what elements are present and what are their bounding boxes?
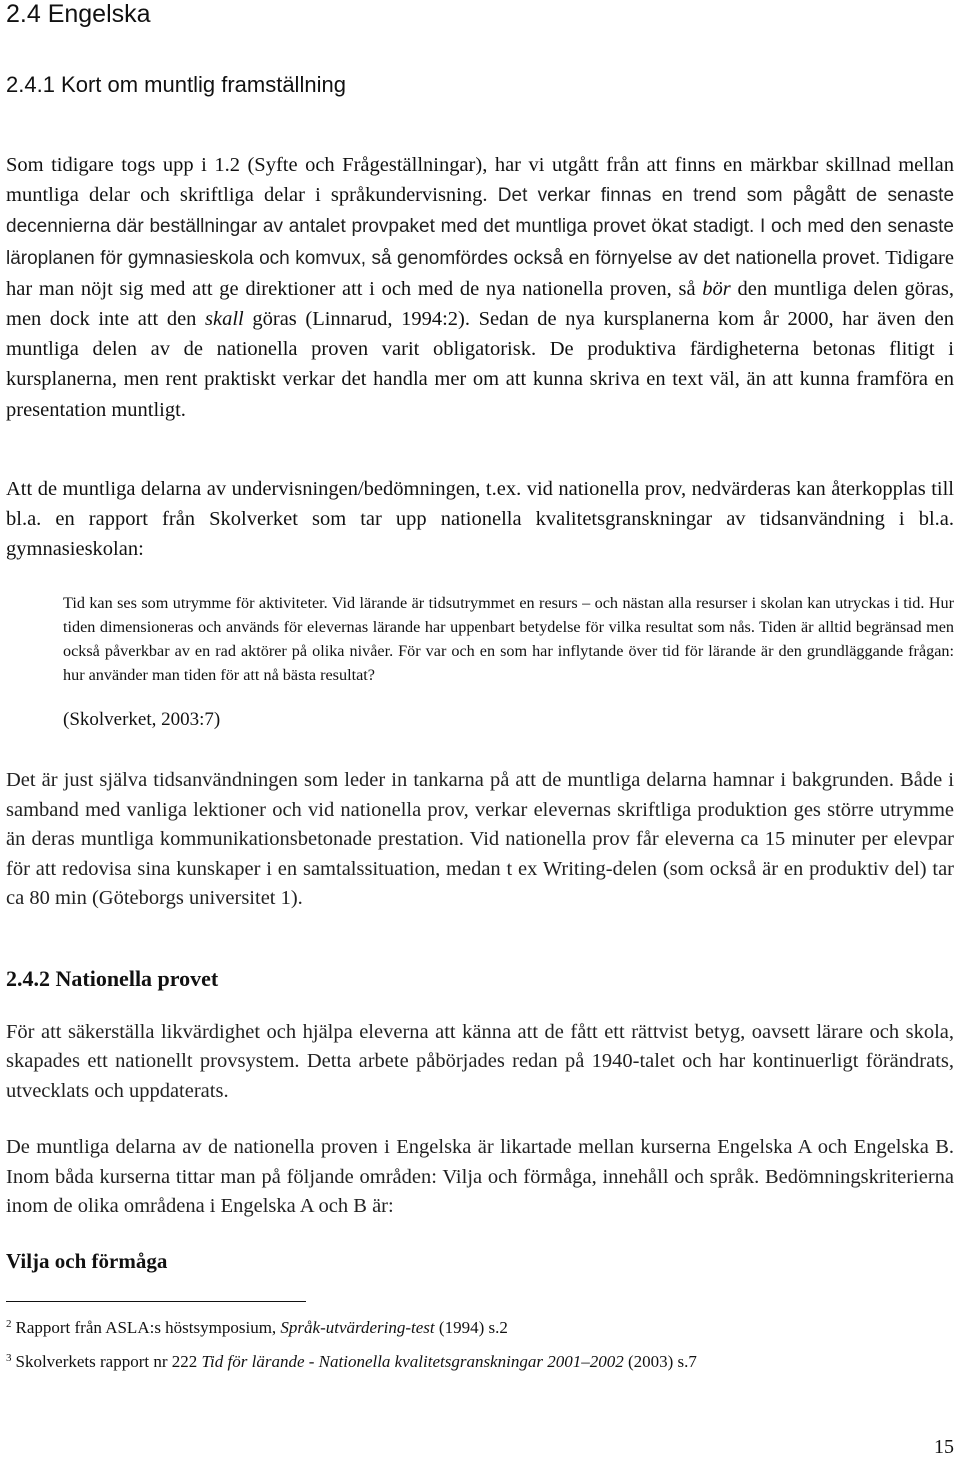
paragraph-3: Det är just själva tidsanvändningen som leder in tankarna på att de muntliga delarna hamnar i bakgrunden. Både i samband med vanliga lektioner och vid nationella prov, verkar elevernas skriftliga produktion ges större utrymme än deras muntliga kommunikationsbetonade prestation. Vid nationella prov får eleverna ca 15 minuter per elevpar för att redovisa sina kunskaper i en samtalssituation, medan t ex Writing-delen (som också är en produktiv del) tar ca 80 min (Göteborgs universitet 1). [6,769,954,910]
paragraph-1-part-c: Tidigare har man nöjt sig med att ge direktioner att i och med de nya nationella proven, så [6,246,954,300]
paragraph-4: För att säkerställa likvärdighet och hjälpa eleverna att känna att de fått ett rättvist betyg, oavsett lärare och skola, skapades ett nationellt provsystem. Detta arbete påbörjades redan på 1940-talet och har kontinuerligt förändrats, utvecklats och uppdaterats. [6,1021,954,1102]
footnote-2 [6,1318,954,1338]
footnote-2-text: Rapport från ASLA:s höstsymposium, [15,1318,281,1337]
subsection-heading-3: Vilja och förmåga [6,1249,168,1273]
block-quote: Tid kan ses som utrymme för aktiviteter. Vid lärande är tidsutrymmet en resurs – och nästan alla resurser i skolan kan utryckas i tid. Hur tiden dimensioneras och används för elevernas lärande har uppenbart betydelse för vilka resultat som nås. Tiden är alltid begränsad men också påverkbar av en rad aktörer på olika nivåer. För var och en som har inflytande över tid för lärande är den grundläggande frågan: hur använder man tiden för att nå bästa resultat? [63,594,954,684]
page-number: 15 [934,1436,954,1458]
paragraph-1-part-d: den muntliga delen göras, men dock inte att den [6,277,954,331]
paragraph-1-part-a: Som tidigare togs upp i 1.2 (Syfte och Frågeställningar), har vi utgått från att finns en märkbar skillnad mellan muntliga delar och skriftliga delar i språkundervisning. [6,154,954,207]
paragraph-2: Att de muntliga delarna av undervisningen/bedömningen, t.ex. vid nationella prov, nedvärderas kan återkopplas till bl.a. en rapport från Skolverket som tar upp nationella kvalitetsgranskningar av tidsanvändning i bl.a. gymnasieskolan: [6,478,954,560]
paragraph-1-part-e: göras (Linnarud, 1994:2). Sedan de nya kursplanerna kom år 2000, har även den muntliga delen av de nationella proven varit obligatorisk. De produktiva färdigheterna betonas flitigt i kursplanerna, men rent praktiskt verkar det handla mer om att kunna skriva en text väl, än att kunna framföra en presentation muntligt. [6,308,954,421]
footnote-divider [6,1301,306,1302]
footnote-3 [6,1352,954,1372]
footnote-3-tail: (2003) s.7 [623,1352,697,1371]
footnote-3-text: Skolverkets rapport nr 222 [15,1352,202,1371]
footnote-2-title: Språk-utvärdering-test [280,1318,435,1337]
paragraph-1-part-b: Det verkar finnas en trend som pågått de senaste decennierna där beställningar av antalet provpaket med det muntliga provet ökat stadigt. I och med den senaste läroplanen för gymnasieskola och komvux, så genomfördes också en förnyelse av det nationella provet. [6,185,955,269]
footnote-3-title: Tid för lärande - Nationella kvalitetsgranskningar 2001–2002 [201,1352,624,1371]
section-heading: 2.4 Engelska [6,0,151,28]
paragraph-5: De muntliga delarna av de nationella proven i Engelska är likartade mellan kurserna Engelska A och Engelska B. Inom båda kurserna tittar man på följande områden: Vilja och förmåga, innehåll och språk. Bedömningskriterierna inom de olika områdena i Engelska A och B är: [6,1136,954,1218]
subsection-heading-2: 2.4.2 Nationella provet [6,966,219,991]
subsection-heading: 2.4.1 Kort om muntlig framställning [6,72,346,97]
footnote-2-number: 2 [6,1318,12,1330]
footnote-2-tail: (1994) s.2 [434,1318,508,1337]
paragraph-1-emphasis-bor: bör [702,277,731,300]
paragraph-1-emphasis-skall: skall [205,308,244,331]
quote-citation: (Skolverket, 2003:7) [63,709,221,730]
footnote-3-number: 3 [6,1352,12,1364]
paragraph-1 [6,150,954,425]
